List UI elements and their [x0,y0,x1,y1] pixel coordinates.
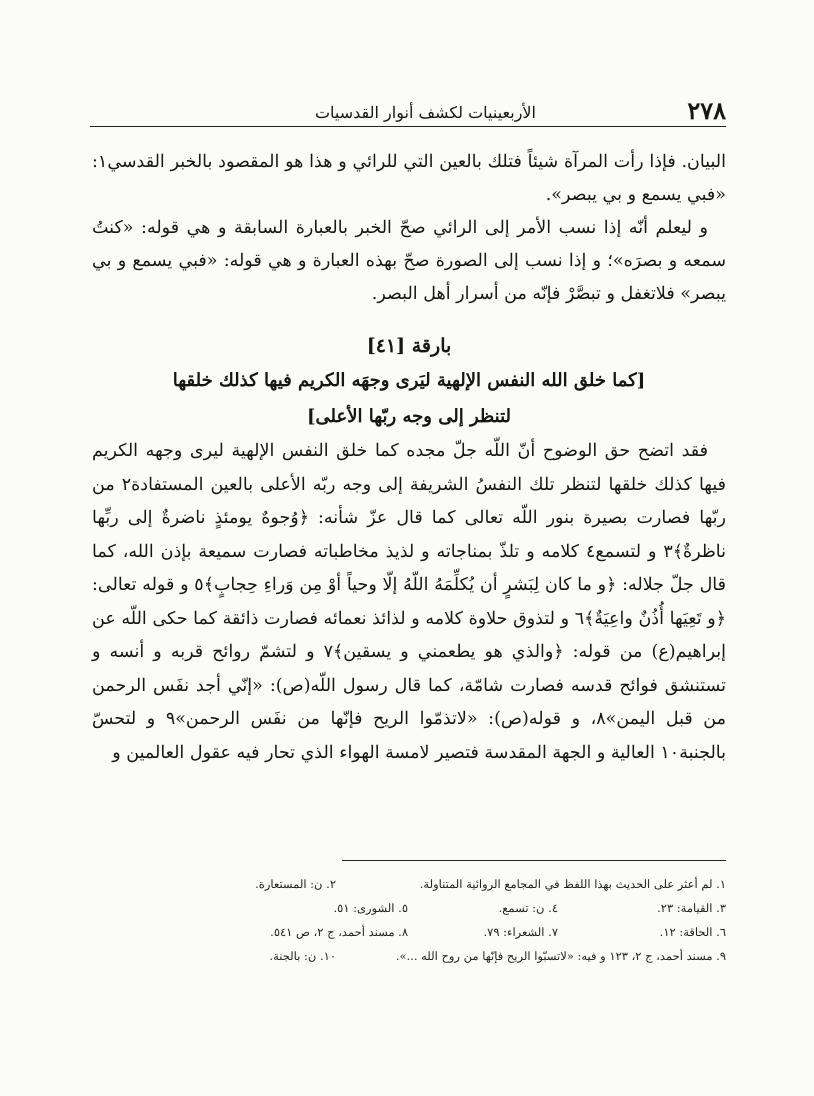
section-label: بارقة [٤١] [366,335,452,357]
footnote: ٤. ن: تسمع. [498,901,558,915]
paragraph: و ليعلم أنّه إذا نسب الأمر إلى الرائي صحّ الخبر بالعبارة السابقة و هي قوله: «كنتُ سمعه و بصرَه»؛ و إذا نسب إلى الصورة صحّ بهذه العبارة و هي قوله: «فبي يسمع و بي يبصر» فلاتغفل و تبصَّرْ فإنّه من أسرار أهل البصر. [92,218,726,304]
footnote-divider [342,860,726,861]
page-number: ٢٧٨ [687,96,726,125]
footnote: ٣. القيامة: ٢٣. [657,901,726,915]
footnote: ١٠. ن: بالجنة. [269,949,336,963]
section-heading [92,329,726,435]
footnote: ٦. الحاقة: ١٢. [659,925,726,939]
body-text [92,146,726,770]
footnote: ٩. مسند أحمد، ج ٢، ١٢٣ و فيه: «لاتسبّوا الريح فإنّها من روح الله ...». [395,949,726,963]
footnote: ٥. الشورى: ٥١. [333,901,408,915]
footnote: ٢. ن: المستعارة. [255,877,336,891]
footnote: ٧. الشعراء: ٧٩. [483,925,558,939]
section-title-line-1: [كما خلق الله النفس الإلهية ليَرى وجهَه الكريم فيها كذلك خلقها [172,370,646,391]
footnote-row [200,944,726,968]
footnote: ٨. مسند أحمد، ج ٢، ص ٥٤١. [270,925,408,939]
footnote-row [200,872,726,896]
paragraph: البيان. فإذا رأت المرآة شيئاً فتلك بالعين التي للرائي و هذا هو المقصود بالخبر القدسي١: «فبي يسمع و بي يبصر». [92,152,726,205]
footnote-row [200,896,726,920]
main-paragraph: فقد اتضح حق الوضوح أنّ اللّه جلّ مجده كما خلق النفس الإلهية ليرى وجهه الكريم فيها كذلك خلقها لتنظر تلك النفسُ الشريفة إلى وجه ربّه الأعلى بالعين المستفادة٢ من ربّها فصارت بصيرة بنور اللّه تعالى كما قال عزّ شأنه: ﴿وُجوهٌ يومئذٍ ناضرةٌ إلى ربِّها ناظرةٌ﴾٣ و لتسمع٤ كلامه و تلذّ بمناجاته و لذيذ مخاطباته فصارت سميعة بإذن الله، كما قال جلّ جلاله: ﴿و ما كان لِبَشرٍ أن يُكلِّمَهُ اللّهُ إلّا وحياً أوْ مِن وَراءِ حِجابٍ﴾٥ و قوله تعالى: ﴿و تَعِيَها أُذُنٌ واعِيَةٌ﴾٦ و لتذوق حلاوة كلامه و لذائذ نعمائه فصارت ذائقة كما حكى اللّه عن إبراهيم(ع) من قوله: ﴿والذي هو يطعمني و يسقين﴾٧ و لتشمّ روائح قربه و أنسه و تستنشق فوائح قدسه فصارت شامّة، كما قال رسول اللّه(ص): «إنّي أجد نفَس الرحمن من قبل اليمن»٨، و قوله(ص): «لاتذمّوا الريح فإنّها من نفَس الرحمن»٩ و لتحسّ بالجنبة١٠ العالية و الجهة المقدسة فتصير لامسة الهواء الذي تحار فيه عقول العالمين و [92,441,727,763]
footnote: ١. لم أعثر على الحديث بهذا اللفظ في المجامع الروائية المتناولة. [419,877,726,891]
footnotes [200,872,726,968]
section-title-line-2: لتنظر إلى وجه ربّها الأعلى] [306,406,512,427]
page-header [90,96,726,127]
running-title: الأربعينيات لكشف أنوار القدسيات [314,103,536,122]
footnote-row [200,920,726,944]
